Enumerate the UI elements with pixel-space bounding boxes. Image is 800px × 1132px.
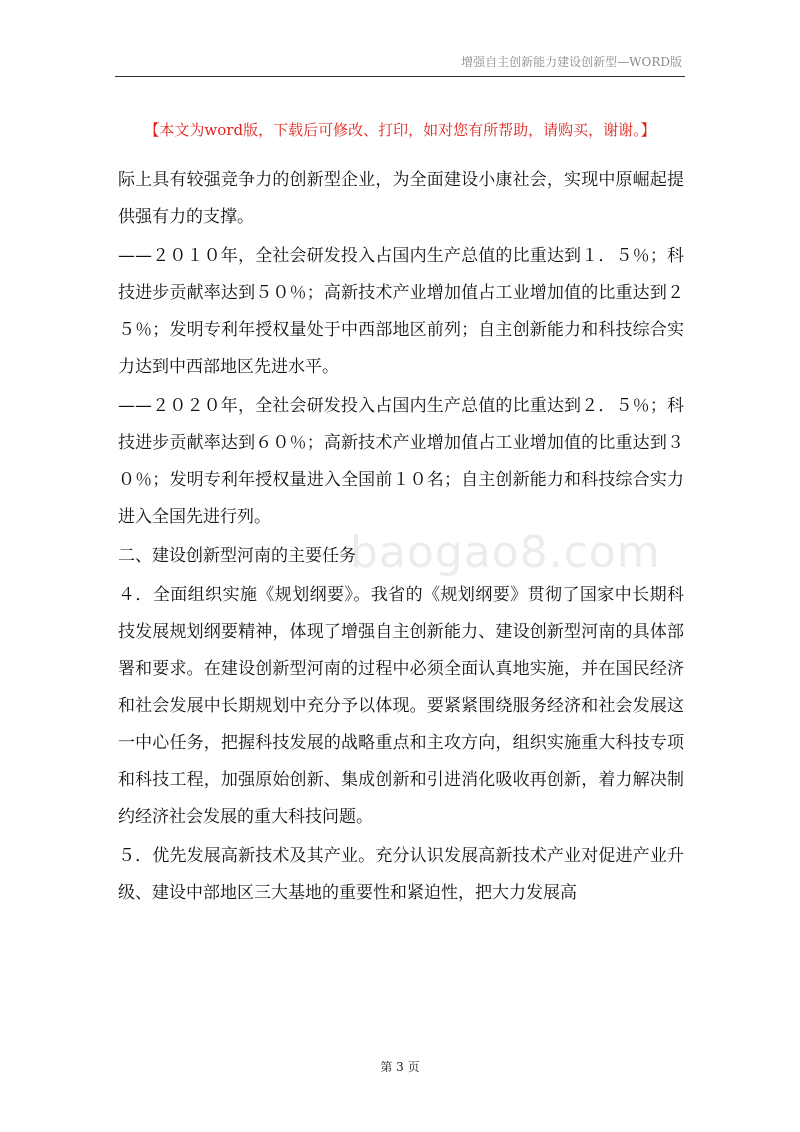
page-number: 第 3 页: [380, 1060, 420, 1074]
paragraph-item-4: ４．全面组织实施《规划纲要》。我省的《规划纲要》贯彻了国家中长期科技发展规划纲要精神，体现了增强自主创新能力、建设创新型河南的具体部署和要求。在建设创新型河南的过程中必须全面认真地实施，并在国民经济和社会发展中长期规划中充分予以体现。要紧紧围绕服务经济和社会发展这一中心任务，把握科技发展的战略重点和主攻方向，组织实施重大科技专项和科技工程，加强原始创新、集成创新和引进消化吸收再创新，着力解决制约经济社会发展的重大科技问题。: [118, 585, 684, 827]
paragraph-1: 际上具有较强竞争力的创新型企业，为全面建设小康社会，实现中原崛起提供强有力的支撑。: [118, 170, 684, 227]
download-notice: 【本文为word版，下载后可修改、打印，如对您有所帮助，请购买，谢谢。】: [144, 121, 656, 139]
paragraph-2010-goals: ——２０１０年，全社会研发投入占国内生产总值的比重达到１．５％；科技进步贡献率达到５０％；高新技术产业增加值占工业增加值的比重达到２５％；发明专利年授权量处于中西部地区前列；自主创新能力和科技综合实力达到中西部地区先进水平。: [118, 246, 684, 377]
header-divider: [115, 76, 685, 77]
watermark: baogao8.com: [350, 527, 661, 578]
paragraph-2020-goals: ——２０２０年，全社会研发投入占国内生产总值的比重达到２．５％；科技进步贡献率达到６０％；高新技术产业增加值占工业增加值的比重达到３０％；发明专利年授权量进入全国前１０名；自主创新能力和科技综合实力进入全国先进行列。: [118, 396, 684, 527]
paragraph-item-5: ５．优先发展高新技术及其产业。充分认识发展高新技术产业对促进产业升级、建设中部地区三大基地的重要性和紧迫性，把大力发展高: [118, 846, 684, 903]
section-heading: 二、建设创新型河南的主要任务: [118, 546, 356, 566]
header-title: 增强自主创新能力建设创新型—WORD版: [461, 55, 682, 69]
